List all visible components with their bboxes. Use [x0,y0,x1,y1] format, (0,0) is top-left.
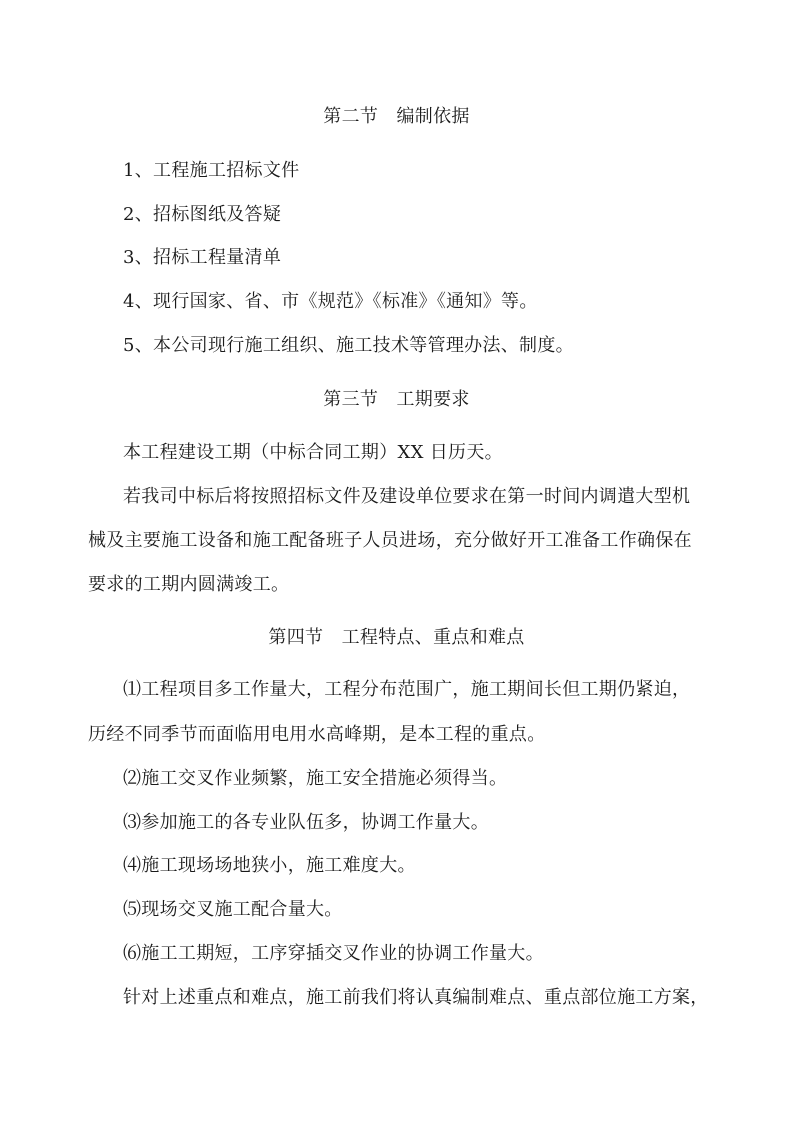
list-item: ⑸现场交叉施工配合量大。 [123,899,343,920]
list-item: 4、现行国家、省、市《规范》《标准》《通知》等。 [123,291,538,312]
section-2-heading: 第二节 编制依据 [323,106,470,127]
paragraph-line: 要求的工期内圆满竣工。 [88,574,290,595]
paragraph-line: ⑴工程项目多工作量大，工程分布范围广，施工期间长但工期仍紧迫， [123,679,691,700]
list-item: 1、工程施工招标文件 [123,160,300,181]
list-item: 2、招标图纸及答疑 [123,204,282,225]
list-item: 3、招标工程量清单 [123,247,282,268]
list-item: 5、本公司现行施工组织、施工技术等管理办法、制度。 [123,335,574,356]
paragraph-line: 针对上述重点和难点，施工前我们将认真编制难点、重点部位施工方案， [123,987,709,1008]
section-4-heading: 第四节 工程特点、重点和难点 [268,627,525,648]
paragraph-line: 历经不同季节而面临用电用水高峰期，是本工程的重点。 [88,724,546,745]
paragraph-line: 械及主要施工设备和施工配备班子人员进场，充分做好开工准备工作确保在 [88,530,692,551]
paragraph-line: 本工程建设工期（中标合同工期）XX 日历天。 [123,442,503,463]
list-item: ⑹施工工期短，工序穿插交叉作业的协调工作量大。 [123,943,544,964]
list-item: ⑶参加施工的各专业队伍多，协调工作量大。 [123,812,489,833]
list-item: ⑵施工交叉作业频繁，施工安全措施必须得当。 [123,768,508,789]
section-3-heading: 第三节 工期要求 [323,389,470,410]
paragraph-line: 若我司中标后将按照招标文件及建设单位要求在第一时间内调遣大型机 [123,486,691,507]
list-item: ⑷施工现场场地狭小，施工难度大。 [123,855,416,876]
